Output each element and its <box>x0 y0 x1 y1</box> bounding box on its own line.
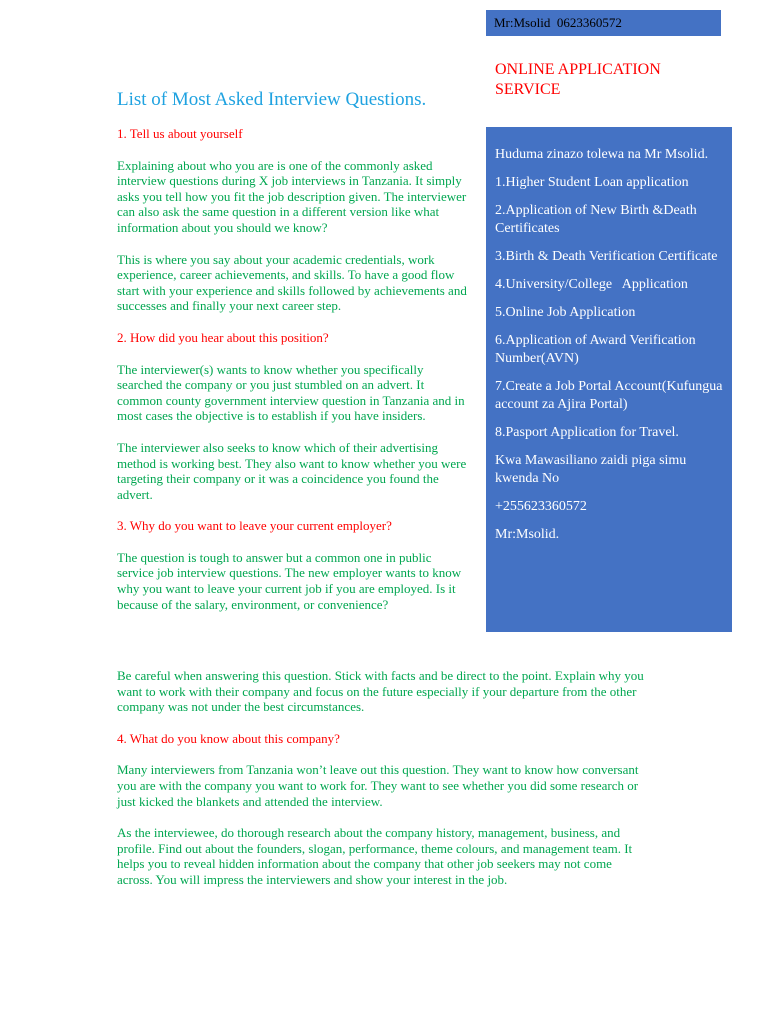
article-wide <box>117 668 647 904</box>
answer-paragraph: Be careful when answering this question. Stick with facts and be direct to the point. Explain why you want to work with their company and focus on the future especially if your departure from the other company was not under the best circumstances. <box>117 668 644 715</box>
service-title: ONLINE APPLICATION SERVICE <box>495 61 661 98</box>
service-item: 1.Higher Student Loan application <box>495 175 689 190</box>
service-item: 7.Create a Job Portal Account(Kufungua account za Ajira Portal) <box>495 379 723 412</box>
service-item: 2.Application of New Birth &Death Certificates <box>495 203 697 236</box>
article-column <box>117 126 467 628</box>
question-heading: 4. What do you know about this company? <box>117 730 340 746</box>
answer-paragraph: The question is tough to answer but a common one in public service job interview questions. The new employer wants to know why you want to leave your current job if you are employed. Is it because of the salary, environment, or convenience? <box>117 549 462 612</box>
answer-paragraph: The interviewer also seeks to know which of their advertising method is working best. They also want to know whether you were targeting their company or it was a coincidence you found the advert. <box>117 439 467 502</box>
contact-note: Kwa Mawasiliano zaidi piga simu kwenda No <box>495 453 687 486</box>
answer-paragraph: This is where you say about your academic credentials, work experience, career achievements, and skills. To have a good flow start with your experience and skills followed by achievements and successes and finally your next career step. <box>117 251 467 314</box>
contact-bar: Mr:Msolid 0623360572 <box>486 10 721 36</box>
question-heading: 1. Tell us about yourself <box>117 126 243 141</box>
service-item: 5.Online Job Application <box>495 305 636 320</box>
answer-paragraph: As the interviewee, do thorough research about the company history, management, business, and profile. Find out about the founders, slogan, performance, theme colours, and management team. It helps you to reveal hidden information about the company that other job seekers may not come across. You will impress the interviewers and show your interest in the job. <box>117 825 633 887</box>
service-item: 3.Birth & Death Verification Certificate <box>495 249 718 264</box>
contact-name: Mr:Msolid. <box>495 527 560 542</box>
answer-paragraph: Explaining about who you are is one of the commonly asked interview questions during X job interviews in Tanzania. It simply asks you tell how you fit the job description given. The interviewer can also ask the same question in a different version like what information about you should we know? <box>117 157 467 235</box>
sidebar-intro: Huduma zinazo tolewa na Mr Msolid. <box>495 147 709 162</box>
service-item: 6.Application of Award Verification Number(AVN) <box>495 333 696 366</box>
page-title: List of Most Asked Interview Questions. <box>117 89 427 110</box>
service-item: 8.Pasport Application for Travel. <box>495 425 679 440</box>
service-item: 4.University/College Application <box>495 277 688 292</box>
question-heading: 3. Why do you want to leave your current employer? <box>117 518 392 534</box>
question-heading: 2. How did you hear about this position? <box>117 329 329 345</box>
answer-paragraph: Many interviewers from Tanzania won’t leave out this question. They want to know how conversant you are with the company you want to work for. They want to see whether you did some research or just kicked the blankets and attended the interview. <box>117 762 639 809</box>
phone-number: +255623360572 <box>495 499 587 514</box>
services-sidebar <box>486 127 732 632</box>
answer-paragraph: The interviewer(s) wants to know whether you specifically searched the company or you just stumbled on an advert. It common county government interview question in Tanzania and in most cases the objective is to establish if you have insiders. <box>117 361 465 424</box>
